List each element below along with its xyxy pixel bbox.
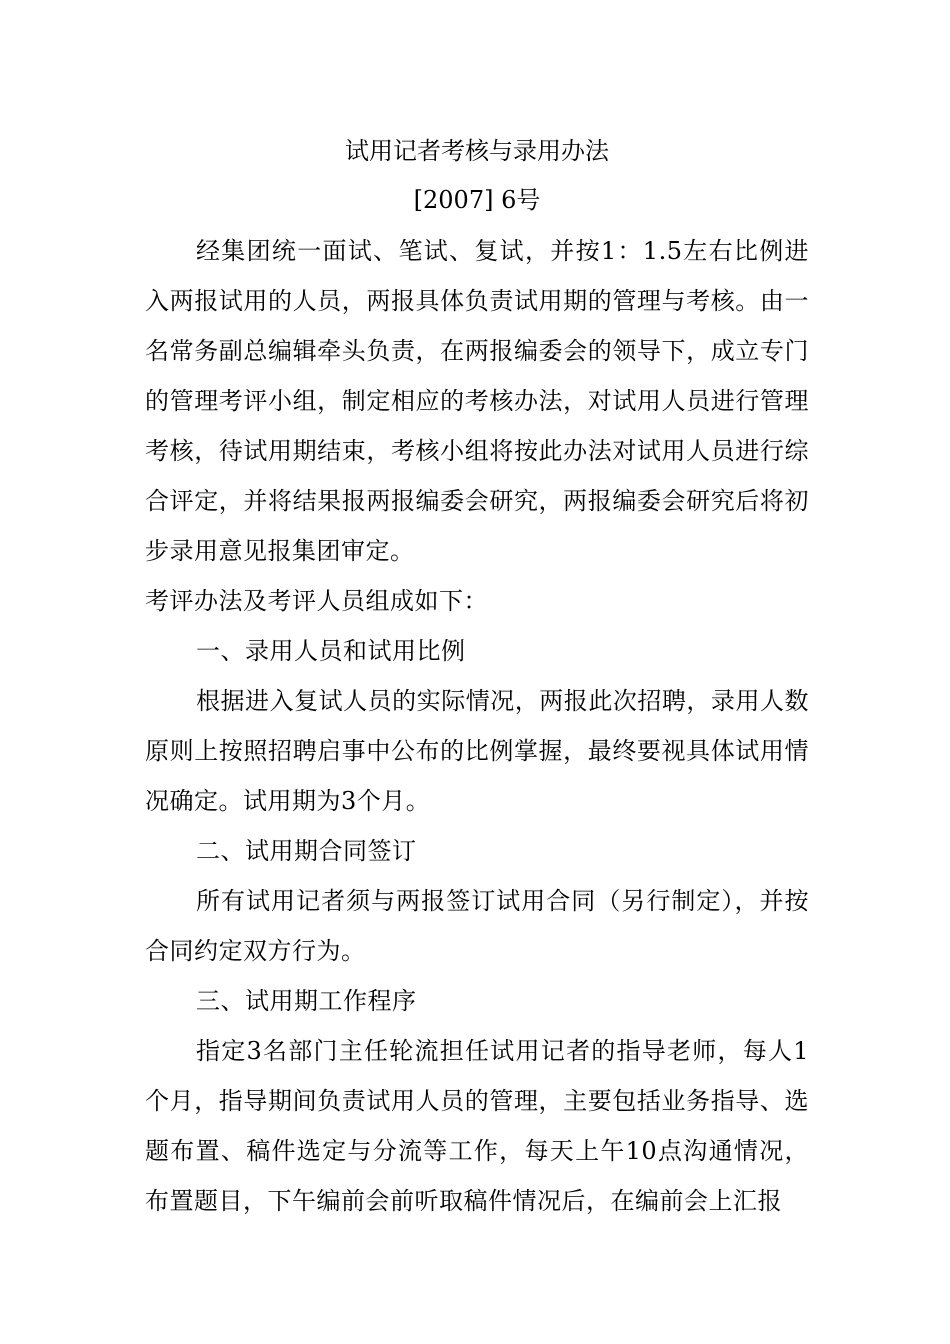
section-body-2: 所有试用记者须与两报签订试用合同（另行制定），并按合同约定双方行为。	[145, 887, 809, 965]
document-body	[145, 128, 809, 1226]
section-body-1: 根据进入复试人员的实际情况，两报此次招聘，录用人数原则上按照招聘启事中公布的比例掌握，最终要视具体试用情况确定。试用期为3个月。	[145, 687, 809, 815]
section-heading-3: 三、试用期工作程序	[196, 987, 417, 1015]
document-number: [2007] 6号	[413, 186, 541, 214]
lead-paragraph: 考评办法及考评人员组成如下：	[145, 587, 488, 615]
document-title: 试用记者考核与录用办法	[345, 137, 609, 165]
section-heading-1: 一、录用人员和试用比例	[196, 637, 466, 665]
section-heading-2: 二、试用期合同签订	[196, 837, 417, 865]
intro-paragraph: 经集团统一面试、笔试、复试，并按1：1.5左右比例进入两报试用的人员，两报具体负责试用期的管理与考核。由一名常务副总编辑牵头负责，在两报编委会的领导下，成立专门的管理考评小组，制定相应的考核办法，对试用人员进行管理考核，待试用期结束，考核小组将按此办法对试用人员进行综合评定，并将结果报两报编委会研究，两报编委会研究后将初步录用意见报集团审定。	[145, 237, 809, 565]
section-body-3: 指定3名部门主任轮流担任试用记者的指导老师，每人1个月，指导期间负责试用人员的管理，主要包括业务指导、选题布置、稿件选定与分流等工作，每天上午10点沟通情况，布置题目，下午编前会前听取稿件情况后，在编前会上汇报	[145, 1037, 809, 1215]
